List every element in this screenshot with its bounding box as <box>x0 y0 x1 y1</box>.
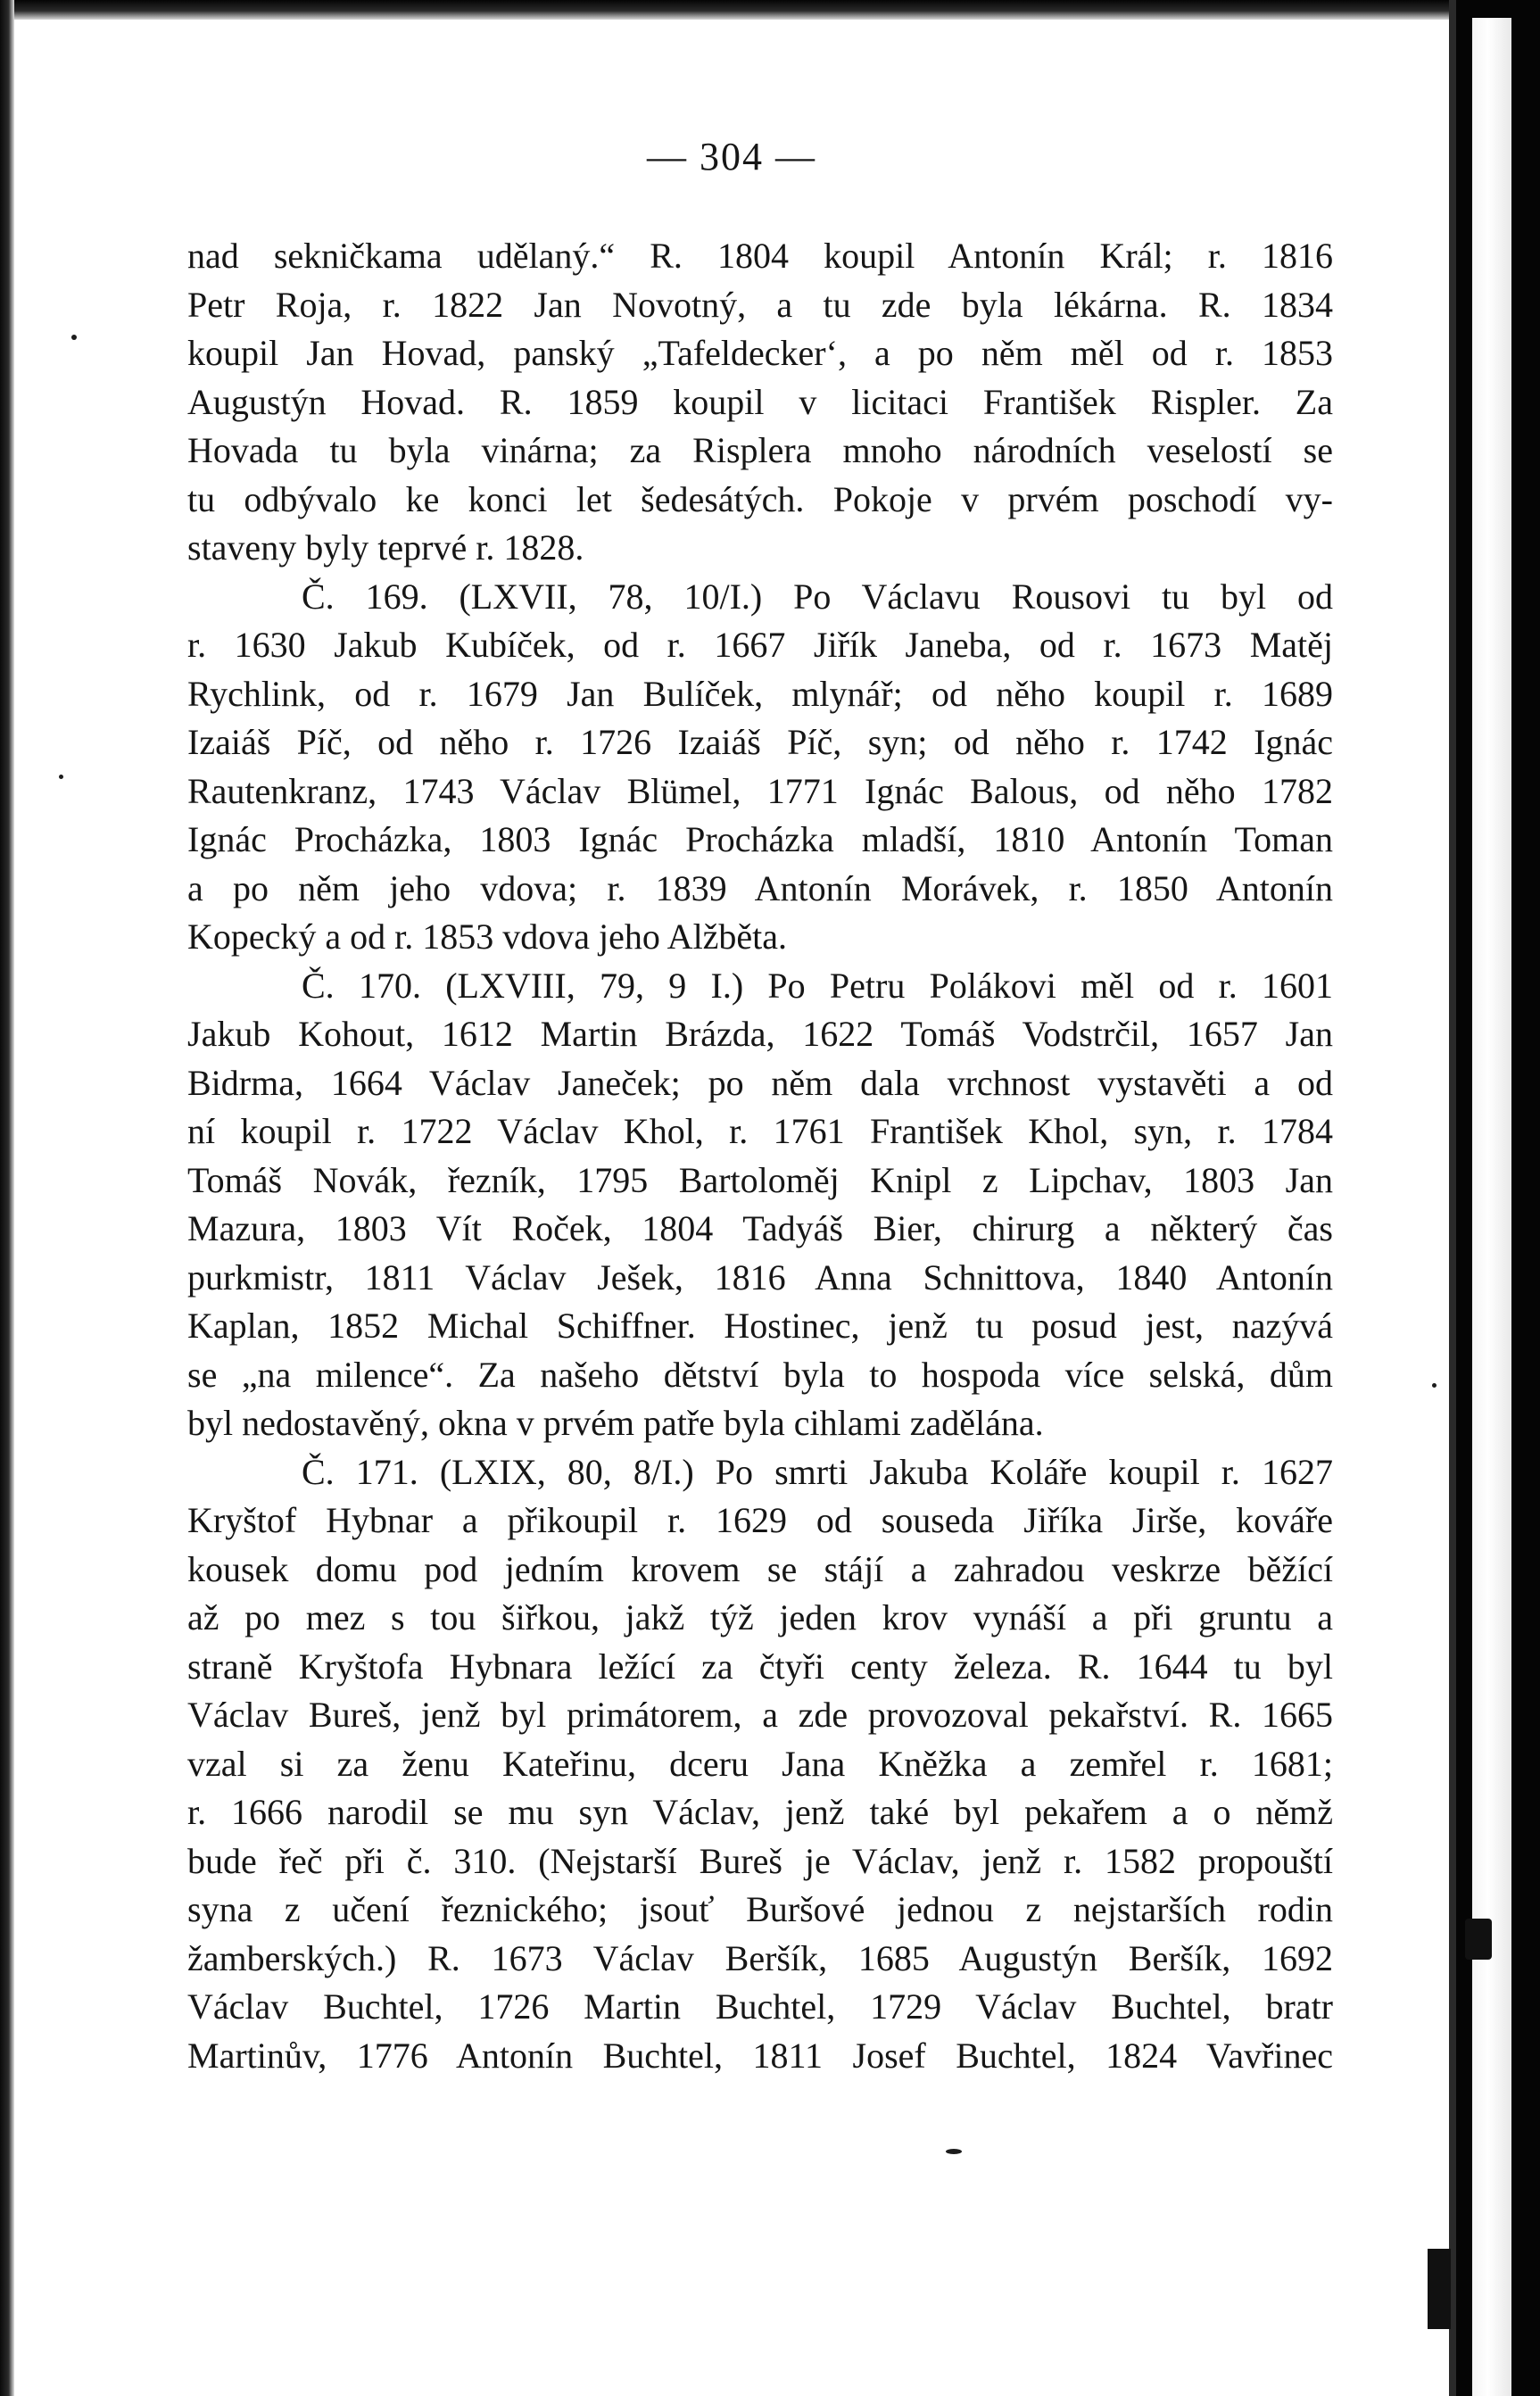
text-line: ní koupil r. 1722 Václav Khol, r. 1761 František Khol, syn, r. 1784 <box>187 1111 1333 1151</box>
scan-border-left <box>0 0 14 2396</box>
page-number: — 304 — <box>647 135 816 178</box>
text-line: syna z učení řeznického; jsouť Buršové jednou z nejstarších rodin <box>187 1889 1333 1929</box>
text-line: Kopecký a od r. 1853 vdova jeho Alžběta. <box>187 916 788 957</box>
text-line: Izaiáš Píč, od něho r. 1726 Izaiáš Píč, syn; od něho r. 1742 Ignác <box>187 722 1333 762</box>
text-line: r. 1666 narodil se mu syn Václav, jenž také byl pekařem a o němž <box>187 1792 1333 1832</box>
text-line: Václav Bureš, jenž byl primátorem, a zde provozoval pekařství. R. 1665 <box>187 1695 1333 1735</box>
body-text <box>187 232 1333 2080</box>
text-line: Mazura, 1803 Vít Roček, 1804 Tadyáš Bier, chirurg a některý čas <box>187 1208 1333 1248</box>
text-line: Václav Buchtel, 1726 Martin Buchtel, 1729 Václav Buchtel, bratr <box>187 1986 1333 2027</box>
text-line: se „na milence“. Za našeho dětství byla to hospoda více selská, dům <box>187 1354 1333 1395</box>
text-line: až po mez s tou šiřkou, jakž týž jeden krov vynáší a při gruntu a <box>187 1597 1333 1637</box>
text-line: nad sekničkama udělaný.“ R. 1804 koupil Antonín Král; r. 1816 <box>187 236 1333 276</box>
text-line: straně Kryštofa Hybnara ležící za čtyři centy železa. R. 1644 tu byl <box>187 1646 1333 1687</box>
page-edge <box>1449 0 1456 2396</box>
ink-speck <box>59 775 63 779</box>
text-line: žamberských.) R. 1673 Václav Beršík, 1685 Augustýn Beršík, 1692 <box>187 1937 1333 1978</box>
text-line: byl nedostavěný, okna v prvém patře byla cihlami zadělána. <box>187 1403 1044 1443</box>
text-line: Rychlink, od r. 1679 Jan Bulíček, mlynář; od něho koupil r. 1689 <box>187 673 1333 714</box>
text-line: staveny byly teprvé r. 1828. <box>187 527 584 568</box>
text-line: Kaplan, 1852 Michal Schiffner. Hostinec, jenž tu posud jest, nazývá <box>187 1306 1333 1346</box>
text-line: r. 1630 Jakub Kubíček, od r. 1667 Jiřík Janeba, od r. 1673 Matěj <box>187 625 1333 665</box>
text-line: Ignác Procházka, 1803 Ignác Procházka mladší, 1810 Antonín Toman <box>187 819 1333 859</box>
text-line: Č. 171. (LXIX, 80, 8/I.) Po smrti Jakuba Koláře koupil r. 1627 <box>302 1451 1333 1492</box>
text-line: Hovada tu byla vinárna; za Risplera mnoho národních veselostí se <box>187 430 1333 470</box>
text-line: vzal si za ženu Kateřinu, dceru Jana Kněžka a zemřel r. 1681; <box>187 1743 1333 1784</box>
text-line: Petr Roja, r. 1822 Jan Novotný, a tu zde byla lékárna. R. 1834 <box>187 284 1333 325</box>
text-line: koupil Jan Hovad, panský „Tafeldecker‘, a po něm měl od r. 1853 <box>187 333 1333 373</box>
margin-mark <box>1465 1919 1492 1960</box>
margin-mark-bottom <box>1428 2249 1451 2329</box>
text-line: kousek domu pod jedním krovem se stájí a zahradou veskrze běžící <box>187 1548 1333 1589</box>
ink-speck <box>1432 1383 1437 1388</box>
text-line: tu odbývalo ke konci let šedesátých. Pokoje v prvém poschodí vy- <box>187 478 1333 519</box>
text-line: purkmistr, 1811 Václav Ješek, 1816 Anna Schnittova, 1840 Antonín <box>187 1256 1333 1297</box>
text-line: Č. 170. (LXVIII, 79, 9 I.) Po Petru Polákovi měl od r. 1601 <box>302 965 1333 1006</box>
text-line: Rautenkranz, 1743 Václav Blümel, 1771 Ignác Balous, od něho 1782 <box>187 770 1333 811</box>
scan-border-top <box>0 0 1540 20</box>
ink-speck <box>71 335 77 340</box>
ink-speck <box>946 2149 962 2154</box>
text-line: Jakub Kohout, 1612 Martin Brázda, 1622 Tomáš Vodstrčil, 1657 Jan <box>187 1014 1333 1054</box>
text-line: bude řeč při č. 310. (Nejstarší Bureš je Václav, jenž r. 1582 propouští <box>187 1840 1333 1881</box>
text-line: Č. 169. (LXVII, 78, 10/I.) Po Václavu Rousovi tu byl od <box>302 576 1333 617</box>
text-line: Martinův, 1776 Antonín Buchtel, 1811 Josef Buchtel, 1824 Vavřinec <box>187 2035 1333 2076</box>
text-line: Bidrma, 1664 Václav Janeček; po něm dala vrchnost vystavěti a od <box>187 1062 1333 1103</box>
text-line: Kryštof Hybnar a přikoupil r. 1629 od souseda Jiříka Jirše, kováře <box>187 1500 1333 1540</box>
next-page-strip <box>1472 18 1511 2396</box>
text-line: a po něm jeho vdova; r. 1839 Antonín Morávek, r. 1850 Antonín <box>187 867 1333 908</box>
text-line: Tomáš Novák, řezník, 1795 Bartoloměj Knipl z Lipchav, 1803 Jan <box>187 1159 1333 1200</box>
text-line: Augustýn Hovad. R. 1859 koupil v licitaci František Rispler. Za <box>187 381 1333 422</box>
